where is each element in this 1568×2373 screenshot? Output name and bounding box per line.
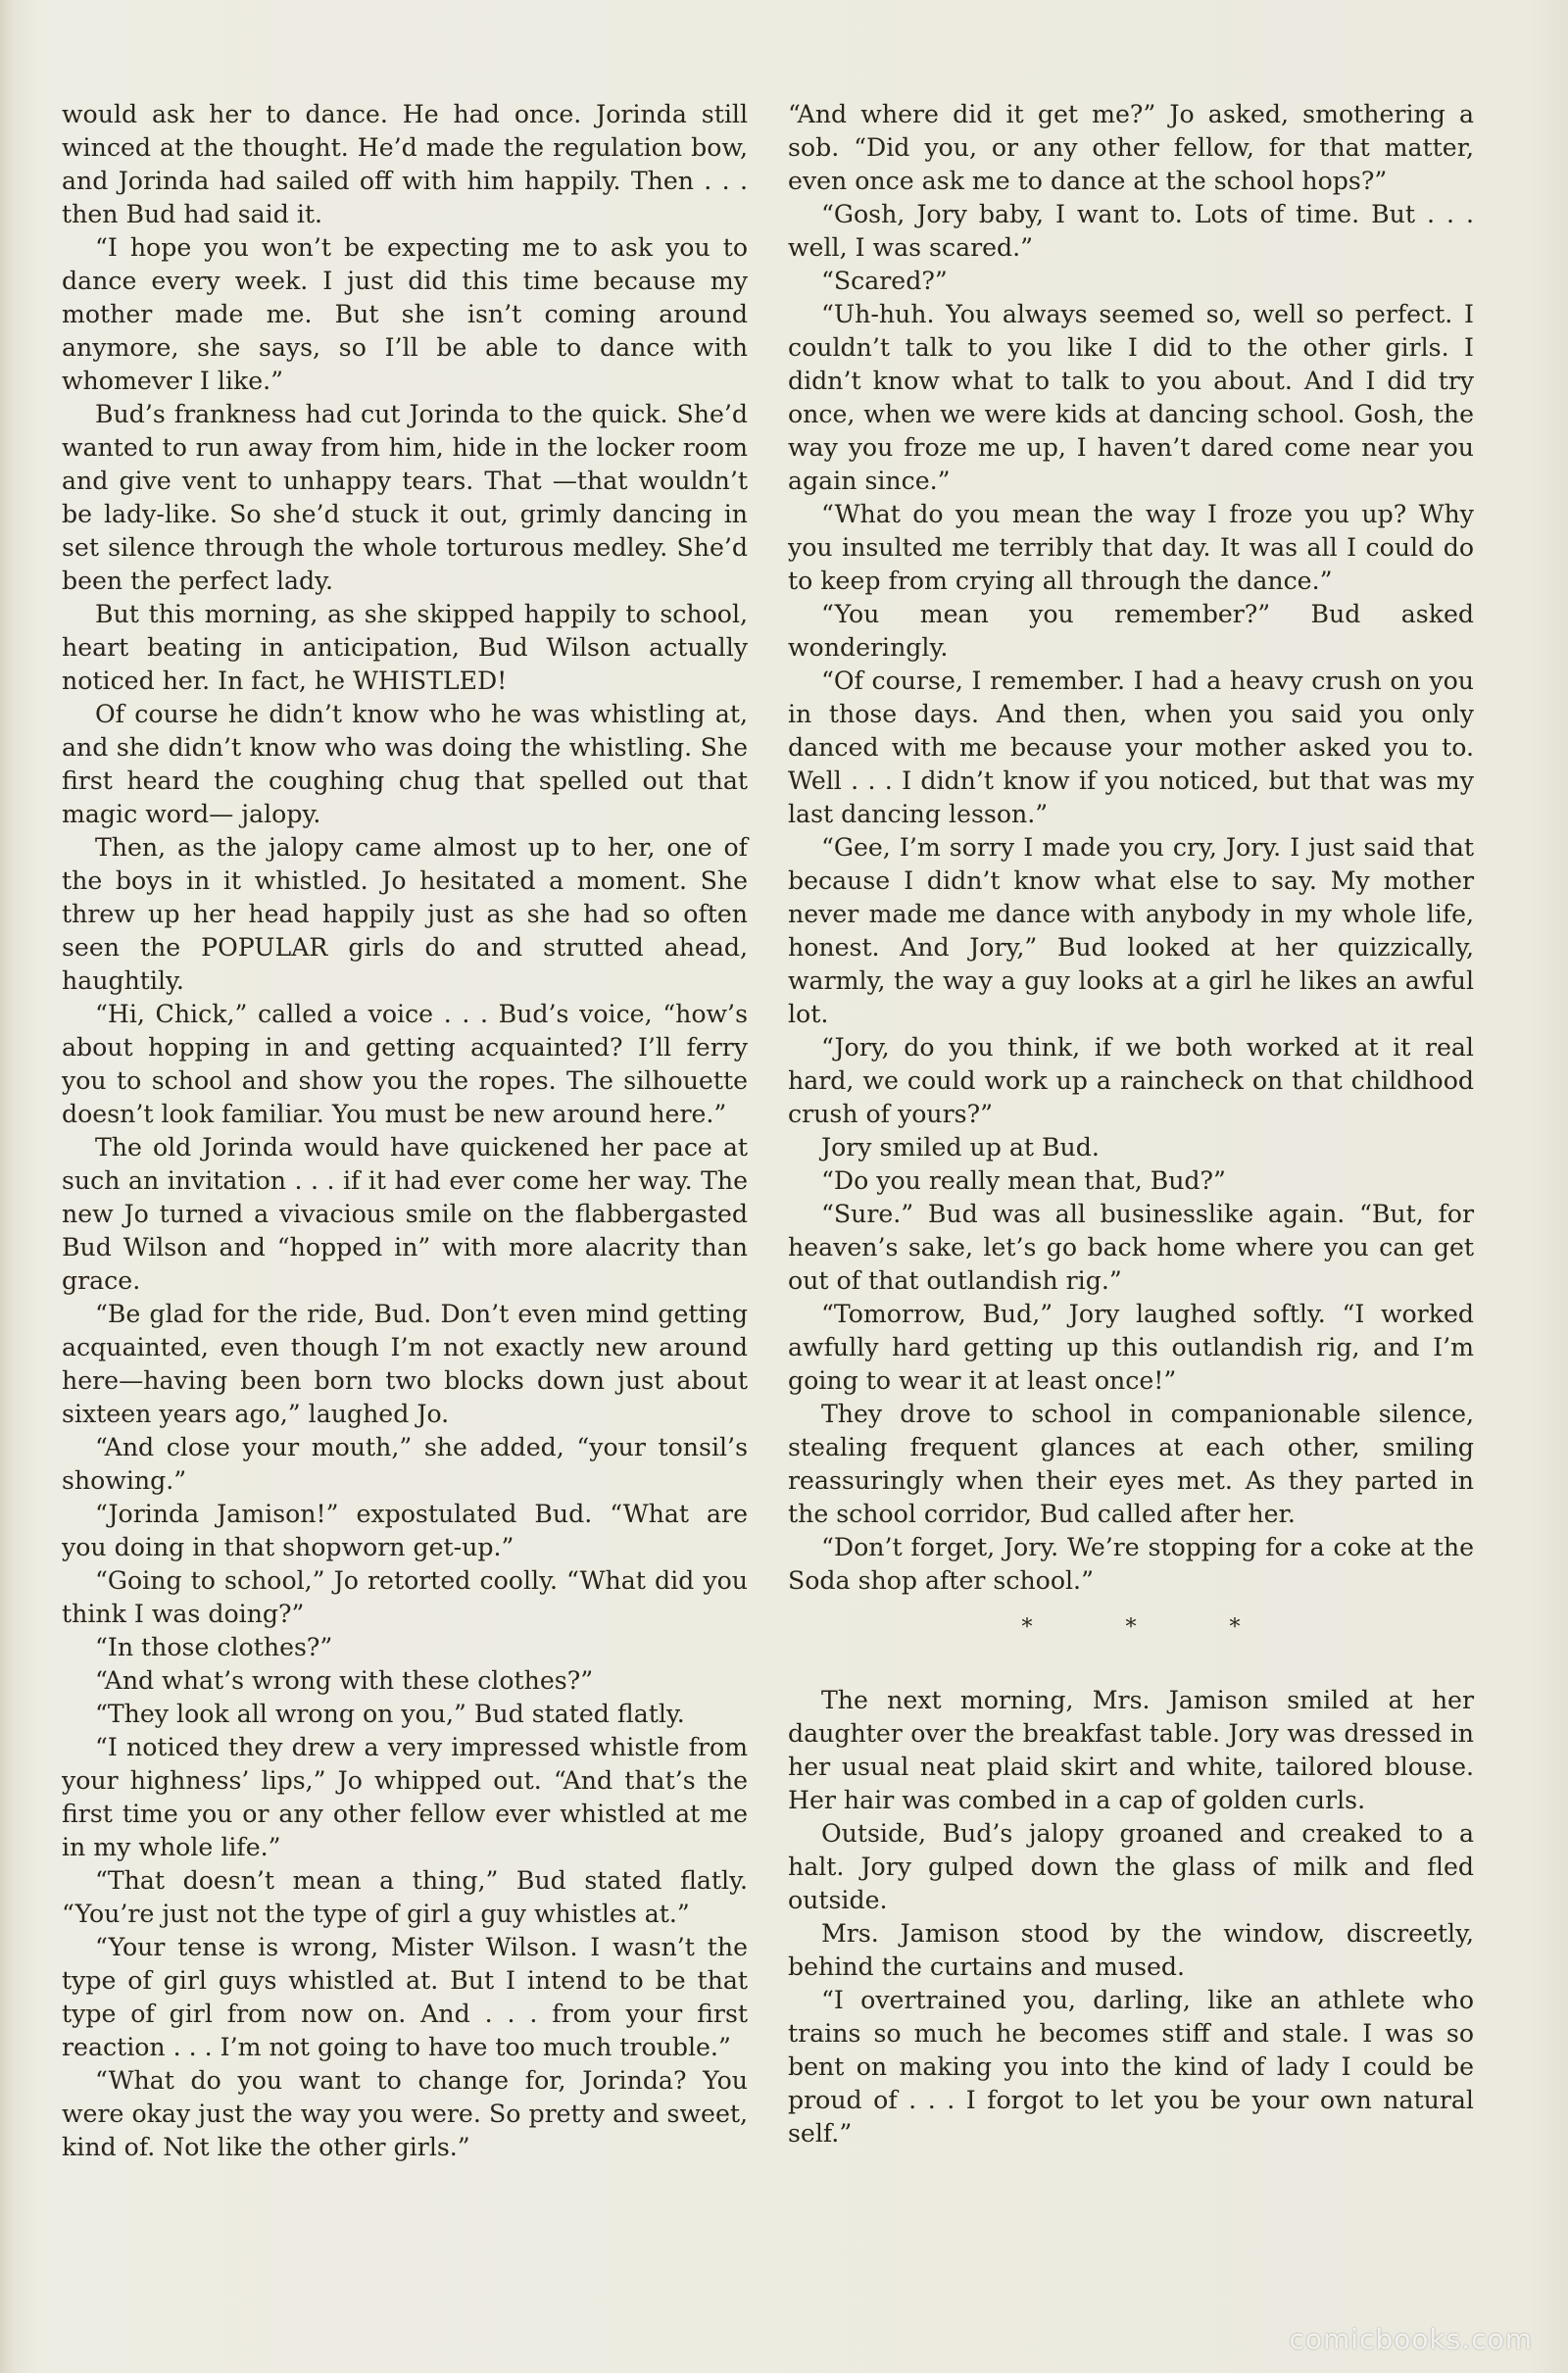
paragraph: “That doesn’t mean a thing,” Bud stated flatly. “You’re just not the type of girl a guy whistles at.” <box>62 1866 748 1928</box>
paragraph: “Don’t forget, Jory. We’re stopping for a coke at the Soda shop after school.” <box>788 1533 1474 1595</box>
paragraph: Mrs. Jamison stood by the window, discreetly, behind the curtains and mused. <box>788 1919 1474 1981</box>
paragraph: Then, as the jalopy came almost up to her, one of the boys in it whistled. Jo hesitated a moment. She threw up her head happily just as she had so often seen the POPULAR girls do and strutted ahead, haughtily. <box>62 833 748 995</box>
paragraph: “I overtrained you, darling, like an athlete who trains so much he becomes stiff and stale. I was so bent on making you into the kind of lady I could be proud of . . . I forgot to let you be your own natural self.” <box>788 1986 1474 2148</box>
paragraph: Of course he didn’t know who he was whistling at, and she didn’t know who was doing the whistling. She first heard the coughing chug that spelled out that magic word— jalopy. <box>62 700 748 828</box>
paragraph: “Your tense is wrong, Mister Wilson. I wasn’t the type of girl guys whistled at. But I intend to be that type of girl from now on. And . . . from your first reaction . . . I’m not going to have too much trouble.” <box>62 1933 748 2061</box>
paragraph: But this morning, as she skipped happily to school, heart beating in anticipation, Bud Wilson actually noticed her. In fact, he WHISTLED! <box>62 600 748 695</box>
paragraph: Outside, Bud’s jalopy groaned and creaked to a halt. Jory gulped down the glass of milk and fled outside. <box>788 1819 1474 1914</box>
paragraph: “I noticed they drew a very impressed whistle from your highness’ lips,” Jo whipped out. “And that’s the first time you or any other fellow ever whistled at me in my whole life.” <box>62 1733 748 1861</box>
paragraph: “And where did it get me?” Jo asked, smothering a sob. “Did you, or any other fellow, for that matter, even once ask me to dance at the school hops?” <box>788 100 1474 195</box>
paragraph: “Tomorrow, Bud,” Jory laughed softly. “I worked awfully hard getting up this outlandish rig, and I’m going to wear it at least once!” <box>788 1300 1474 1395</box>
paragraph: They drove to school in companionable silence, stealing frequent glances at each other, smiling reassuringly when their eyes met. As they parted in the school corridor, Bud called after her. <box>788 1400 1474 1528</box>
paragraph: “They look all wrong on you,” Bud stated flatly. <box>95 1700 685 1728</box>
paragraph: would ask her to dance. He had once. Jorinda still winced at the thought. He’d made the regulation bow, and Jorinda had sailed off with him happily. Then . . . then Bud had said it. <box>62 100 748 228</box>
paragraph: “Be glad for the ride, Bud. Don’t even mind getting acquainted, even though I’m not exactly new around here—having been born two blocks down just about sixteen years ago,” laughed Jo. <box>62 1300 748 1428</box>
paragraph: “In those clothes?” <box>95 1633 333 1661</box>
paragraph: “Gosh, Jory baby, I want to. Lots of time. But . . . well, I was scared.” <box>788 200 1474 262</box>
paragraph: “Uh-huh. You always seemed so, well so perfect. I couldn’t talk to you like I did to the other girls. I didn’t know what to talk to you about. And I did try once, when we were kids at dancing school. Gosh, the way you froze me up, I haven’t dared come near you again since.” <box>788 300 1474 495</box>
paragraph: “Jorinda Jamison!” expostulated Bud. “What are you doing in that shopworn get-up.” <box>62 1500 748 1561</box>
paragraph: “Hi, Chick,” called a voice . . . Bud’s voice, “how’s about hopping in and getting acquainted? I’ll ferry you to school and show you the ropes. The silhouette doesn’t look familiar. You must be new around here.” <box>62 1000 748 1128</box>
section-break: * * * <box>1021 1615 1284 1640</box>
paragraph: “Do you really mean that, Bud?” <box>821 1166 1226 1195</box>
paragraph: “Going to school,” Jo retorted coolly. “What did you think I was doing?” <box>62 1566 748 1628</box>
paragraph: “I hope you won’t be expecting me to ask you to dance every week. I just did this time because my mother made me. But she isn’t coming around anymore, she says, so I’ll be able to dance with whomever I like.” <box>62 233 748 395</box>
paragraph: “Of course, I remember. I had a heavy crush on you in those days. And then, when you said you only danced with me because your mother asked you to. Well . . . I didn’t know if you noticed, but that was my last dancing lesson.” <box>788 667 1474 828</box>
right-text-column <box>788 98 1474 2151</box>
paragraph: The old Jorinda would have quickened her pace at such an invitation . . . if it had ever come her way. The new Jo turned a vivacious smile on the flabbergasted Bud Wilson and “hopped in” with more alacrity than grace. <box>62 1133 748 1295</box>
paragraph: “You mean you remember?” Bud asked wonderingly. <box>788 600 1474 662</box>
left-text-column <box>62 98 748 2164</box>
paragraph: “Gee, I’m sorry I made you cry, Jory. I just said that because I didn’t know what else to say. My mother never made me dance with anybody in my whole life, honest. And Jory,” Bud looked at her quizzically, warmly, the way a guy looks at a girl he likes an awful lot. <box>788 833 1474 1028</box>
paragraph: “What do you want to change for, Jorinda? You were okay just the way you were. So pretty and sweet, kind of. Not like the other girls.” <box>62 2066 748 2161</box>
paragraph: The next morning, Mrs. Jamison smiled at her daughter over the breakfast table. Jory was dressed in her usual neat plaid skirt and white, tailored blouse. Her hair was combed in a cap of golden curls. <box>788 1686 1474 1814</box>
paragraph: “Sure.” Bud was all businesslike again. “But, for heaven’s sake, let’s go back home where you can get out of that outlandish rig.” <box>788 1200 1474 1295</box>
paragraph: Jory smiled up at Bud. <box>821 1133 1100 1162</box>
paragraph: “What do you mean the way I froze you up? Why you insulted me terribly that day. It was all I could do to keep from crying all through the dance.” <box>788 500 1474 595</box>
source-watermark: comicbooks.com <box>1289 2323 1533 2355</box>
paragraph: “And what’s wrong with these clothes?” <box>95 1666 594 1695</box>
paragraph: “And close your mouth,” she added, “your tonsil’s showing.” <box>62 1433 748 1495</box>
paragraph: “Scared?” <box>821 267 948 295</box>
paragraph: “Jory, do you think, if we both worked at it real hard, we could work up a raincheck on that childhood crush of yours?” <box>788 1033 1474 1128</box>
paragraph: Bud’s frankness had cut Jorinda to the quick. She’d wanted to run away from him, hide in the locker room and give vent to unhappy tears. That —that wouldn’t be lady-like. So she’d stuck it out, grimly dancing in set silence through the whole torturous medley. She’d been the perfect lady. <box>62 400 748 595</box>
